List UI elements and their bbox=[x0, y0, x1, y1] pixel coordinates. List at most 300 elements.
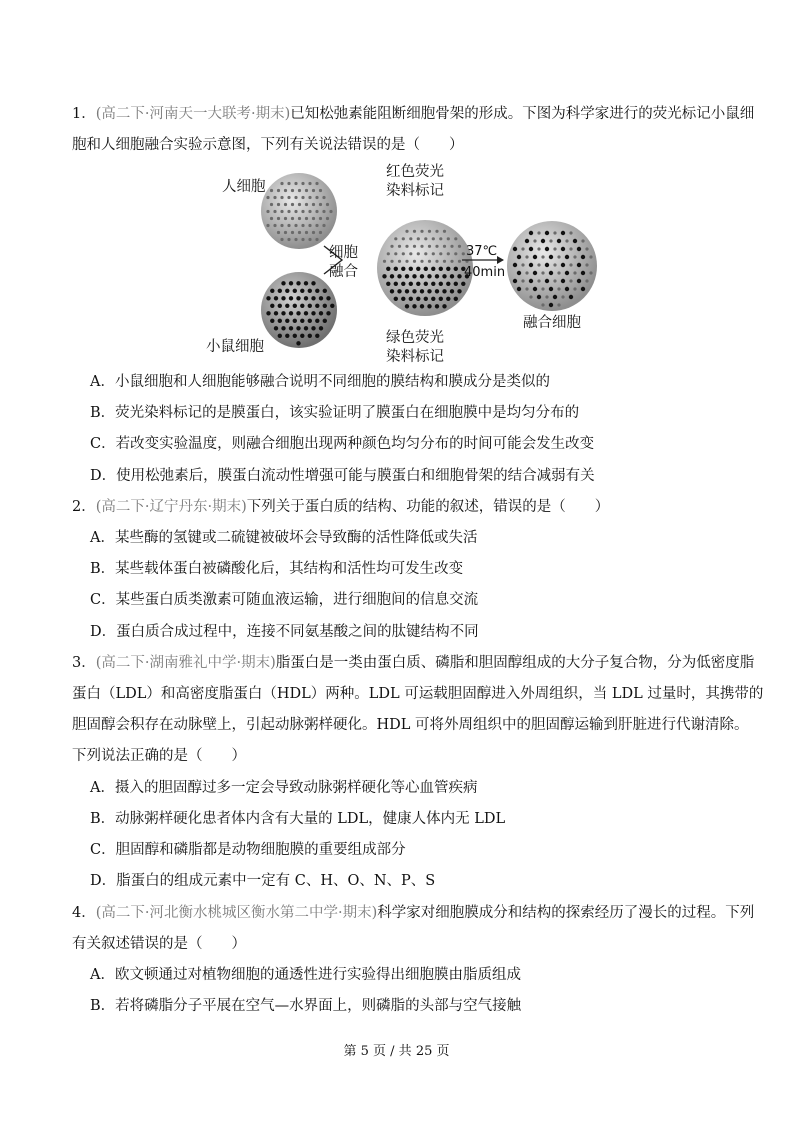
membrane-protein-dot bbox=[287, 224, 290, 227]
membrane-protein-dot bbox=[266, 224, 269, 227]
q3-option-c: C．胆固醇和磷脂都是动物细胞膜的重要组成部分 bbox=[90, 842, 406, 858]
membrane-protein-dot bbox=[287, 238, 290, 241]
membrane-protein-dot bbox=[273, 196, 276, 199]
membrane-protein-dot bbox=[319, 231, 322, 234]
membrane-protein-dot bbox=[557, 287, 560, 290]
membrane-protein-dot bbox=[454, 267, 458, 271]
membrane-protein-dot bbox=[280, 182, 283, 185]
membrane-protein-dot bbox=[517, 271, 521, 275]
q1-source: (高二下·河南天一大联考·期末) bbox=[95, 106, 291, 122]
q2-option-d: D．蛋白质合成过程中，连接不同氨基酸之间的肽键结构不同 bbox=[90, 624, 479, 640]
membrane-protein-dot bbox=[585, 247, 588, 250]
membrane-protein-dot bbox=[589, 271, 592, 274]
membrane-protein-dot bbox=[529, 279, 533, 283]
membrane-protein-dot bbox=[561, 279, 565, 283]
membrane-protein-dot bbox=[431, 282, 435, 286]
membrane-protein-dot bbox=[446, 267, 450, 271]
membrane-protein-dot bbox=[537, 295, 541, 299]
membrane-protein-dot bbox=[557, 239, 561, 243]
green-dye-label-1: 绿色荧光 bbox=[386, 330, 444, 346]
membrane-protein-dot bbox=[424, 252, 427, 255]
membrane-protein-dot bbox=[420, 304, 424, 308]
membrane-protein-dot bbox=[273, 224, 276, 227]
membrane-protein-dot bbox=[569, 263, 572, 266]
q3-option-a: A．摄入的胆固醇过多一定会导致动脉粥样硬化等心血管疾病 bbox=[90, 780, 478, 796]
membrane-protein-dot bbox=[308, 196, 311, 199]
membrane-protein-dot bbox=[285, 289, 289, 293]
membrane-protein-dot bbox=[278, 334, 282, 338]
membrane-protein-dot bbox=[577, 279, 581, 283]
membrane-protein-dot bbox=[565, 271, 569, 275]
membrane-protein-dot bbox=[289, 296, 293, 300]
membrane-protein-dot bbox=[274, 296, 278, 300]
membrane-protein-dot bbox=[561, 231, 565, 235]
membrane-protein-dot bbox=[270, 319, 274, 323]
membrane-protein-dot bbox=[326, 217, 329, 220]
membrane-protein-dot bbox=[409, 252, 412, 255]
membrane-protein-dot bbox=[585, 279, 588, 282]
membrane-protein-dot bbox=[545, 231, 549, 235]
membrane-protein-dot bbox=[285, 319, 289, 323]
membrane-protein-dot bbox=[281, 296, 285, 300]
q1-option-b: B．荧光染料标记的是膜蛋白，该实验证明了膜蛋白在细胞膜中是均匀分布的 bbox=[90, 405, 580, 421]
membrane-protein-dot bbox=[405, 304, 409, 308]
membrane-protein-dot bbox=[390, 289, 394, 293]
membrane-protein-dot bbox=[513, 247, 517, 251]
membrane-protein-dot bbox=[537, 231, 540, 234]
membrane-protein-dot bbox=[305, 217, 308, 220]
membrane-protein-dot bbox=[454, 252, 457, 255]
membrane-protein-dot bbox=[447, 237, 450, 240]
membrane-protein-dot bbox=[394, 267, 398, 271]
fused-cell-label: 融合细胞 bbox=[523, 315, 581, 331]
membrane-protein-dot bbox=[287, 196, 290, 199]
membrane-protein-dot bbox=[525, 255, 528, 258]
membrane-protein-dot bbox=[308, 238, 311, 241]
membrane-protein-dot bbox=[405, 245, 408, 248]
membrane-protein-dot bbox=[420, 274, 424, 278]
membrane-protein-dot bbox=[541, 287, 544, 290]
membrane-protein-dot bbox=[308, 210, 311, 213]
membrane-protein-dot bbox=[301, 210, 304, 213]
membrane-protein-dot bbox=[416, 282, 420, 286]
membrane-protein-dot bbox=[284, 231, 287, 234]
membrane-protein-dot bbox=[517, 255, 521, 259]
membrane-protein-dot bbox=[274, 311, 278, 315]
membrane-protein-dot bbox=[294, 238, 297, 241]
membrane-protein-dot bbox=[294, 182, 297, 185]
membrane-protein-dot bbox=[323, 289, 327, 293]
membrane-protein-dot bbox=[447, 252, 450, 255]
membrane-protein-dot bbox=[529, 231, 533, 235]
membrane-protein-dot bbox=[308, 289, 312, 293]
membrane-protein-dot bbox=[311, 326, 315, 330]
membrane-protein-dot bbox=[287, 182, 290, 185]
membrane-protein-dot bbox=[435, 274, 439, 278]
membrane-protein-dot bbox=[277, 189, 280, 192]
membrane-protein-dot bbox=[577, 263, 581, 267]
membrane-protein-dot bbox=[409, 267, 413, 271]
membrane-protein-dot bbox=[533, 239, 536, 242]
membrane-protein-dot bbox=[435, 304, 439, 308]
membrane-protein-dot bbox=[533, 287, 537, 291]
membrane-protein-dot bbox=[312, 217, 315, 220]
membrane-protein-dot bbox=[549, 303, 553, 307]
membrane-protein-dot bbox=[312, 231, 315, 234]
membrane-protein-dot bbox=[401, 297, 405, 301]
membrane-protein-dot bbox=[589, 255, 592, 258]
q4-line-1: 4．(高二下·河北衡水桃城区衡水第二中学·期末)科学家对细胞膜成分和结构的探索经历了漫长的过程。下列 bbox=[72, 905, 755, 921]
membrane-protein-dot bbox=[291, 203, 294, 206]
membrane-protein-dot bbox=[428, 245, 431, 248]
membrane-protein-dot bbox=[417, 237, 420, 240]
membrane-protein-dot bbox=[301, 224, 304, 227]
membrane-protein-dot bbox=[533, 255, 537, 259]
membrane-protein-dot bbox=[401, 282, 405, 286]
membrane-protein-dot bbox=[428, 230, 431, 233]
membrane-protein-dot bbox=[285, 304, 289, 308]
membrane-protein-dot bbox=[405, 289, 409, 293]
membrane-protein-dot bbox=[424, 282, 428, 286]
membrane-protein-dot bbox=[443, 260, 446, 263]
q4-option-b: B．若将磷脂分子平展在空气—水界面上，则磷脂的头部与空气接触 bbox=[90, 998, 522, 1014]
membrane-protein-dot bbox=[428, 260, 431, 263]
membrane-protein-dot bbox=[450, 260, 453, 263]
membrane-protein-dot bbox=[461, 282, 465, 286]
green-dye-label-2: 染料标记 bbox=[386, 349, 444, 365]
membrane-protein-dot bbox=[541, 239, 545, 243]
membrane-protein-dot bbox=[390, 274, 394, 278]
membrane-protein-dot bbox=[513, 279, 517, 283]
membrane-protein-dot bbox=[529, 247, 533, 251]
membrane-protein-dot bbox=[296, 296, 300, 300]
membrane-protein-dot bbox=[322, 196, 325, 199]
membrane-protein-dot bbox=[442, 289, 446, 293]
membrane-protein-dot bbox=[525, 287, 528, 290]
membrane-protein-dot bbox=[557, 303, 560, 306]
q2-line-1: 2．(高二下·辽宁丹东·期末)下列关于蛋白质的结构、功能的叙述，错误的是（ ） bbox=[72, 499, 610, 515]
incubation-arrow-head bbox=[497, 256, 504, 264]
membrane-protein-dot bbox=[311, 311, 315, 315]
membrane-protein-dot bbox=[450, 289, 454, 293]
membrane-protein-dot bbox=[330, 304, 334, 308]
q4-source: (高二下·河北衡水桃城区衡水第二中学·期末) bbox=[95, 905, 378, 921]
membrane-protein-dot bbox=[293, 319, 297, 323]
membrane-protein-dot bbox=[274, 326, 278, 330]
q3-source: (高二下·湖南雅礼中学·期末) bbox=[95, 655, 276, 671]
membrane-protein-dot bbox=[443, 245, 446, 248]
membrane-protein-dot bbox=[383, 260, 386, 263]
membrane-protein-dot bbox=[457, 289, 461, 293]
membrane-protein-dot bbox=[278, 304, 282, 308]
membrane-protein-dot bbox=[569, 295, 573, 299]
membrane-protein-dot bbox=[405, 230, 408, 233]
membrane-protein-dot bbox=[293, 304, 297, 308]
q3-line-1: 3．(高二下·湖南雅礼中学·期末)脂蛋白是一类由蛋白质、磷脂和胆固醇组成的大分子复合物，分为低密度脂 bbox=[72, 655, 755, 671]
q1-option-d: D．使用松弛素后，膜蛋白流动性增强可能与膜蛋白和细胞骨架的结合减弱有关 bbox=[90, 468, 595, 484]
membrane-protein-dot bbox=[525, 271, 528, 274]
membrane-protein-dot bbox=[457, 274, 461, 278]
membrane-protein-dot bbox=[517, 287, 521, 291]
membrane-protein-dot bbox=[409, 237, 412, 240]
membrane-protein-dot bbox=[298, 189, 301, 192]
membrane-protein-dot bbox=[319, 189, 322, 192]
membrane-protein-dot bbox=[450, 274, 454, 278]
membrane-protein-dot bbox=[545, 295, 548, 298]
membrane-protein-dot bbox=[521, 247, 524, 250]
membrane-protein-dot bbox=[312, 189, 315, 192]
membrane-protein-dot bbox=[541, 303, 544, 306]
membrane-protein-dot bbox=[573, 255, 576, 258]
membrane-protein-dot bbox=[296, 341, 300, 345]
membrane-protein-dot bbox=[304, 311, 308, 315]
membrane-protein-dot bbox=[270, 217, 273, 220]
q2-option-c: C．某些蛋白质类激素可随血液运输，进行细胞间的信息交流 bbox=[90, 592, 479, 608]
q1-option-a: A．小鼠细胞和人细胞能够融合说明不同细胞的膜结构和膜成分是类似的 bbox=[90, 374, 550, 390]
membrane-protein-dot bbox=[420, 245, 423, 248]
membrane-protein-dot bbox=[549, 287, 553, 291]
membrane-protein-dot bbox=[298, 203, 301, 206]
membrane-protein-dot bbox=[581, 287, 585, 291]
fusion-label-bottom: 融合 bbox=[329, 264, 358, 280]
membrane-protein-dot bbox=[412, 304, 416, 308]
membrane-protein-dot bbox=[557, 255, 560, 258]
membrane-protein-dot bbox=[537, 247, 540, 250]
membrane-protein-dot bbox=[573, 287, 576, 290]
membrane-protein-dot bbox=[435, 289, 439, 293]
red-dye-label-1: 红色荧光 bbox=[386, 164, 444, 180]
membrane-protein-dot bbox=[446, 297, 450, 301]
q2-option-b: B．某些载体蛋白被磷酸化后，其结构和活性均可发生改变 bbox=[90, 561, 464, 577]
membrane-protein-dot bbox=[458, 260, 461, 263]
membrane-protein-dot bbox=[412, 274, 416, 278]
membrane-protein-dot bbox=[565, 255, 569, 259]
membrane-protein-dot bbox=[442, 274, 446, 278]
membrane-protein-dot bbox=[581, 239, 584, 242]
membrane-protein-dot bbox=[569, 279, 572, 282]
membrane-protein-dot bbox=[300, 304, 304, 308]
temperature-label: 37℃ bbox=[466, 244, 498, 259]
membrane-protein-dot bbox=[537, 279, 540, 282]
membrane-protein-dot bbox=[280, 210, 283, 213]
membrane-protein-dot bbox=[405, 260, 408, 263]
membrane-protein-dot bbox=[280, 238, 283, 241]
membrane-protein-dot bbox=[439, 282, 443, 286]
membrane-protein-dot bbox=[420, 260, 423, 263]
membrane-protein-dot bbox=[397, 274, 401, 278]
membrane-protein-dot bbox=[266, 196, 269, 199]
q3-line-2: 蛋白（LDL）和高密度脂蛋白（HDL）两种。LDL 可运载胆固醇进入外周组织，当 LDL 过量时，其携带的 bbox=[72, 686, 764, 702]
membrane-protein-dot bbox=[405, 274, 409, 278]
membrane-protein-dot bbox=[293, 289, 297, 293]
membrane-protein-dot bbox=[266, 210, 269, 213]
membrane-protein-dot bbox=[439, 252, 442, 255]
membrane-protein-dot bbox=[315, 224, 318, 227]
membrane-protein-dot bbox=[525, 239, 529, 243]
membrane-protein-dot bbox=[569, 231, 572, 234]
membrane-protein-dot bbox=[521, 279, 524, 282]
membrane-protein-dot bbox=[304, 296, 308, 300]
membrane-protein-dot bbox=[312, 203, 315, 206]
membrane-protein-dot bbox=[298, 217, 301, 220]
membrane-protein-dot bbox=[322, 210, 325, 213]
membrane-protein-dot bbox=[427, 304, 431, 308]
membrane-protein-dot bbox=[513, 263, 517, 267]
membrane-protein-dot bbox=[420, 230, 423, 233]
membrane-protein-dot bbox=[280, 196, 283, 199]
membrane-protein-dot bbox=[308, 182, 311, 185]
membrane-protein-dot bbox=[319, 326, 323, 330]
membrane-protein-dot bbox=[296, 326, 300, 330]
page-footer: 第 5 页 / 共 25 页 bbox=[343, 1044, 450, 1059]
membrane-protein-dot bbox=[446, 282, 450, 286]
membrane-protein-dot bbox=[565, 287, 569, 291]
membrane-protein-dot bbox=[315, 196, 318, 199]
membrane-protein-dot bbox=[311, 296, 315, 300]
membrane-protein-dot bbox=[394, 282, 398, 286]
membrane-protein-dot bbox=[304, 281, 308, 285]
membrane-protein-dot bbox=[435, 245, 438, 248]
membrane-protein-dot bbox=[329, 210, 332, 213]
membrane-protein-dot bbox=[432, 252, 435, 255]
membrane-protein-dot bbox=[549, 271, 553, 275]
membrane-protein-dot bbox=[412, 289, 416, 293]
membrane-protein-dot bbox=[454, 237, 457, 240]
membrane-protein-dot bbox=[270, 189, 273, 192]
membrane-protein-dot bbox=[300, 289, 304, 293]
membrane-protein-dot bbox=[439, 297, 443, 301]
membrane-protein-dot bbox=[294, 210, 297, 213]
membrane-protein-dot bbox=[322, 224, 325, 227]
q1-line-2: 胞和人细胞融合实验示意图，下列有关说法错误的是（ ） bbox=[72, 137, 464, 153]
membrane-protein-dot bbox=[266, 311, 270, 315]
membrane-protein-dot bbox=[413, 230, 416, 233]
membrane-protein-dot bbox=[394, 297, 398, 301]
membrane-protein-dot bbox=[315, 304, 319, 308]
q2-source: (高二下·辽宁丹东·期末) bbox=[95, 499, 247, 515]
membrane-protein-dot bbox=[417, 252, 420, 255]
membrane-protein-dot bbox=[533, 271, 537, 275]
membrane-protein-dot bbox=[289, 281, 293, 285]
membrane-protein-dot bbox=[315, 334, 319, 338]
membrane-protein-dot bbox=[561, 247, 565, 251]
fused-cell-circle bbox=[507, 221, 597, 311]
membrane-protein-dot bbox=[397, 289, 401, 293]
membrane-protein-dot bbox=[296, 311, 300, 315]
membrane-protein-dot bbox=[300, 334, 304, 338]
membrane-protein-dot bbox=[308, 224, 311, 227]
membrane-protein-dot bbox=[291, 189, 294, 192]
membrane-protein-dot bbox=[545, 263, 549, 267]
q3-option-d: D．脂蛋白的组成元素中一定有 C、H、O、N、P、S bbox=[90, 873, 436, 889]
membrane-protein-dot bbox=[545, 279, 549, 283]
q1-line-1: 1．(高二下·河南天一大联考·期末)已知松弛素能阻断细胞骨架的形成。下图为科学家进行的荧光标记小鼠细 bbox=[72, 106, 755, 122]
membrane-protein-dot bbox=[323, 304, 327, 308]
membrane-protein-dot bbox=[553, 263, 556, 266]
membrane-protein-dot bbox=[537, 263, 540, 266]
membrane-protein-dot bbox=[386, 282, 390, 286]
membrane-protein-dot bbox=[319, 203, 322, 206]
membrane-protein-dot bbox=[270, 289, 274, 293]
membrane-protein-dot bbox=[581, 271, 585, 275]
membrane-protein-dot bbox=[293, 334, 297, 338]
membrane-protein-dot bbox=[301, 238, 304, 241]
membrane-protein-dot bbox=[308, 304, 312, 308]
membrane-protein-dot bbox=[285, 334, 289, 338]
membrane-protein-dot bbox=[541, 255, 544, 258]
membrane-protein-dot bbox=[281, 281, 285, 285]
membrane-protein-dot bbox=[416, 297, 420, 301]
membrane-protein-dot bbox=[521, 263, 524, 266]
membrane-protein-dot bbox=[300, 319, 304, 323]
membrane-protein-dot bbox=[561, 295, 564, 298]
membrane-protein-dot bbox=[409, 297, 413, 301]
membrane-protein-dot bbox=[319, 217, 322, 220]
membrane-protein-dot bbox=[402, 252, 405, 255]
membrane-protein-dot bbox=[278, 319, 282, 323]
human-cell-circle bbox=[261, 173, 337, 249]
q3-line-3: 胆固醇会积存在动脉壁上，引起动脉粥样硬化。HDL 可将外周组织中的胆固醇运输到肝脏进行代谢清除。 bbox=[72, 717, 749, 733]
membrane-protein-dot bbox=[529, 295, 532, 298]
membrane-protein-dot bbox=[326, 296, 330, 300]
membrane-protein-dot bbox=[431, 267, 435, 271]
membrane-protein-dot bbox=[277, 231, 280, 234]
membrane-protein-dot bbox=[439, 237, 442, 240]
membrane-protein-dot bbox=[305, 189, 308, 192]
membrane-protein-dot bbox=[541, 271, 544, 274]
membrane-protein-dot bbox=[409, 282, 413, 286]
membrane-protein-dot bbox=[280, 224, 283, 227]
membrane-protein-dot bbox=[301, 182, 304, 185]
membrane-protein-dot bbox=[390, 245, 393, 248]
membrane-protein-dot bbox=[424, 267, 428, 271]
membrane-protein-dot bbox=[284, 189, 287, 192]
membrane-protein-dot bbox=[315, 238, 318, 241]
membrane-protein-dot bbox=[284, 203, 287, 206]
membrane-protein-dot bbox=[435, 230, 438, 233]
membrane-protein-dot bbox=[581, 255, 585, 259]
membrane-protein-dot bbox=[301, 196, 304, 199]
membrane-protein-dot bbox=[273, 210, 276, 213]
membrane-protein-dot bbox=[573, 271, 576, 274]
membrane-protein-dot bbox=[326, 311, 330, 315]
membrane-protein-dot bbox=[305, 231, 308, 234]
membrane-protein-dot bbox=[454, 282, 458, 286]
membrane-protein-dot bbox=[424, 237, 427, 240]
q3-option-b: B．动脉粥样硬化患者体内含有大量的 LDL，健康人体内无 LDL bbox=[90, 811, 506, 827]
membrane-protein-dot bbox=[387, 252, 390, 255]
membrane-protein-dot bbox=[270, 304, 274, 308]
membrane-protein-dot bbox=[305, 203, 308, 206]
membrane-protein-dot bbox=[294, 196, 297, 199]
membrane-protein-dot bbox=[401, 267, 405, 271]
membrane-protein-dot bbox=[549, 239, 552, 242]
membrane-protein-dot bbox=[565, 239, 568, 242]
membrane-protein-dot bbox=[394, 237, 397, 240]
membrane-protein-dot bbox=[281, 326, 285, 330]
membrane-protein-dot bbox=[315, 319, 319, 323]
membrane-protein-dot bbox=[289, 326, 293, 330]
membrane-protein-dot bbox=[308, 319, 312, 323]
membrane-protein-dot bbox=[553, 279, 556, 282]
membrane-protein-dot bbox=[291, 217, 294, 220]
membrane-protein-dot bbox=[545, 247, 549, 251]
q4-option-a: A．欧文顿通过对植物细胞的通透性进行实验得出细胞膜由脂质组成 bbox=[90, 967, 521, 983]
q2-option-a: A．某些酶的氢键或二硫键被破坏会导致酶的活性降低或失活 bbox=[90, 530, 478, 546]
membrane-protein-dot bbox=[413, 260, 416, 263]
membrane-protein-dot bbox=[319, 311, 323, 315]
membrane-protein-dot bbox=[557, 271, 560, 274]
